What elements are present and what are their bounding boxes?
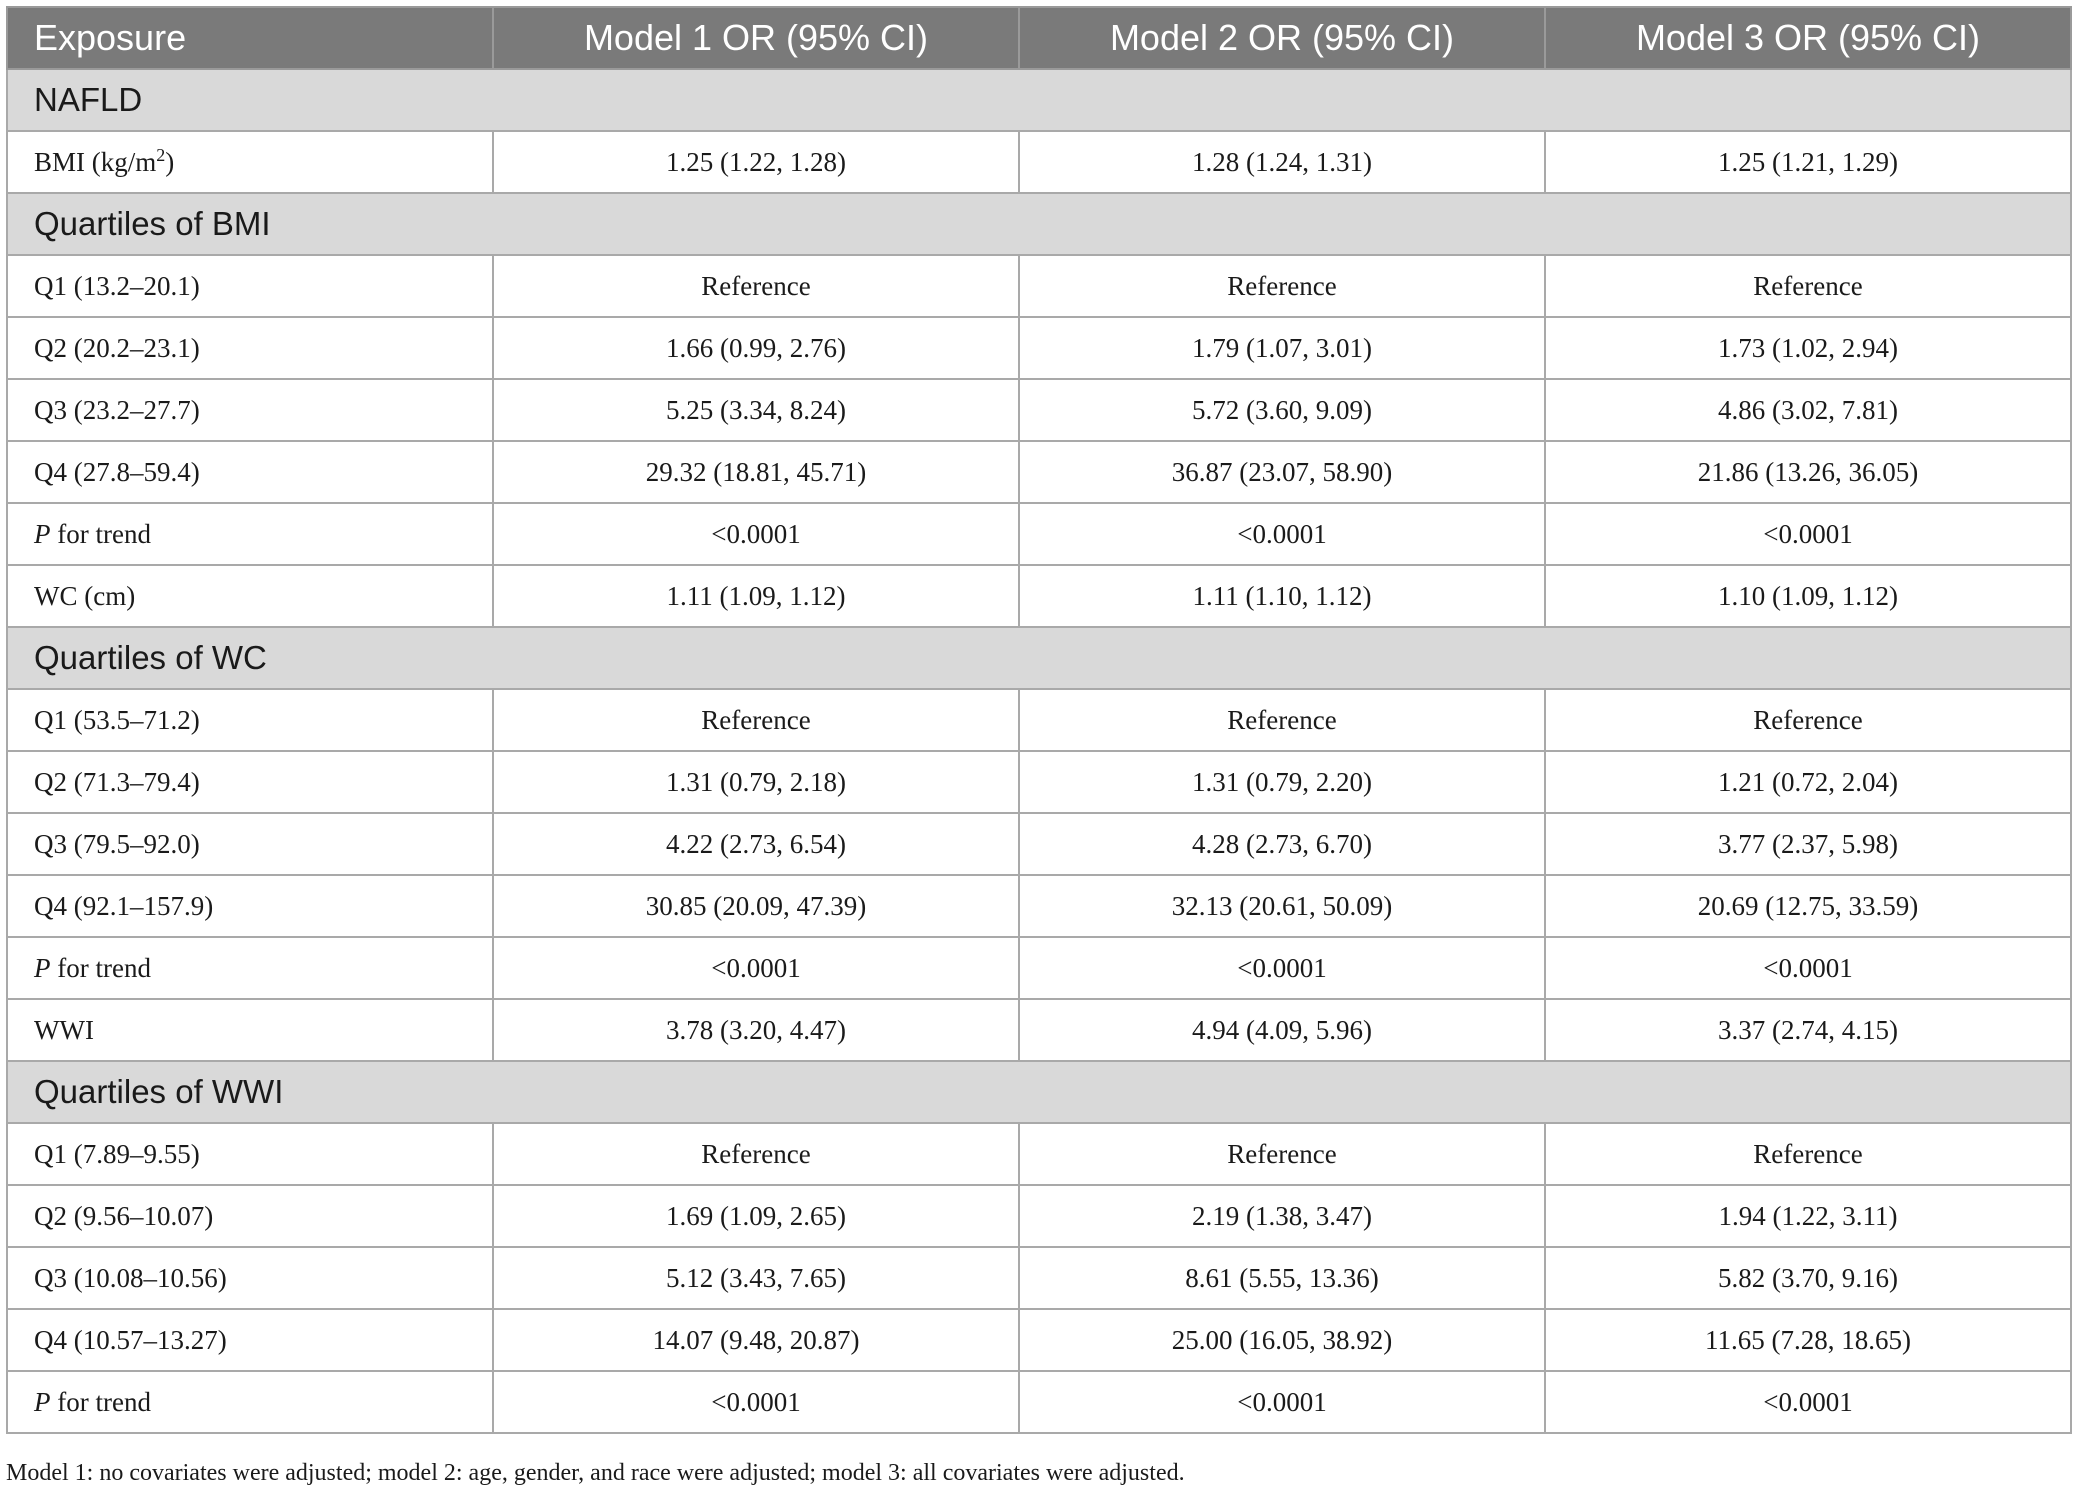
- row-label: [7, 565, 493, 627]
- table-row: [7, 255, 2071, 317]
- cell-model-3: 5.82 (3.70, 9.16): [1545, 1247, 2071, 1309]
- row-label-text: BMI (kg/m: [34, 146, 157, 177]
- cell-model-3: 1.73 (1.02, 2.94): [1545, 317, 2071, 379]
- cell-model-1: 30.85 (20.09, 47.39): [493, 875, 1019, 937]
- cell-model-2: 1.28 (1.24, 1.31): [1019, 131, 1545, 193]
- table-row: [7, 875, 2071, 937]
- row-label: [7, 441, 493, 503]
- cell-model-2: 1.31 (0.79, 2.20): [1019, 751, 1545, 813]
- row-label-text: Q3 (79.5–92.0): [34, 828, 200, 859]
- header-model-2: Model 2 OR (95% CI): [1019, 7, 1545, 69]
- section-label: Quartiles of WC: [7, 627, 2071, 689]
- cell-model-3: 1.21 (0.72, 2.04): [1545, 751, 2071, 813]
- section-label: Quartiles of BMI: [7, 193, 2071, 255]
- cell-model-2: 2.19 (1.38, 3.47): [1019, 1185, 1545, 1247]
- cell-model-2: 8.61 (5.55, 13.36): [1019, 1247, 1545, 1309]
- cell-model-3: 1.25 (1.21, 1.29): [1545, 131, 2071, 193]
- row-label-text: Q2 (71.3–79.4): [34, 766, 200, 797]
- row-label: [7, 813, 493, 875]
- cell-model-3: 1.94 (1.22, 3.11): [1545, 1185, 2071, 1247]
- cell-model-2: Reference: [1019, 1123, 1545, 1185]
- cell-model-3: 3.77 (2.37, 5.98): [1545, 813, 2071, 875]
- cell-model-2: 25.00 (16.05, 38.92): [1019, 1309, 1545, 1371]
- row-label: [7, 999, 493, 1061]
- cell-model-1: 3.78 (3.20, 4.47): [493, 999, 1019, 1061]
- row-label: [7, 317, 493, 379]
- table-row: [7, 441, 2071, 503]
- row-label-tail: ): [165, 146, 175, 177]
- row-label-italic: P: [34, 518, 51, 549]
- row-label-text: Q4 (10.57–13.27): [34, 1324, 227, 1355]
- header-model-1: Model 1 OR (95% CI): [493, 7, 1019, 69]
- cell-model-2: 1.11 (1.10, 1.12): [1019, 565, 1545, 627]
- table-row: [7, 317, 2071, 379]
- table-row: [7, 813, 2071, 875]
- section-row: [7, 1061, 2071, 1123]
- cell-model-1: 1.31 (0.79, 2.18): [493, 751, 1019, 813]
- row-label-text: Q1 (7.89–9.55): [34, 1138, 200, 1169]
- table-row: [7, 503, 2071, 565]
- cell-model-3: 4.86 (3.02, 7.81): [1545, 379, 2071, 441]
- row-label: [7, 131, 493, 193]
- row-label: [7, 1309, 493, 1371]
- row-label: [7, 1247, 493, 1309]
- row-label-text: Q1 (53.5–71.2): [34, 704, 200, 735]
- table-row: [7, 1185, 2071, 1247]
- header-exposure: Exposure: [7, 7, 493, 69]
- cell-model-2: <0.0001: [1019, 937, 1545, 999]
- row-label: [7, 379, 493, 441]
- cell-model-1: <0.0001: [493, 503, 1019, 565]
- cell-model-1: Reference: [493, 255, 1019, 317]
- row-label: [7, 689, 493, 751]
- row-label: [7, 875, 493, 937]
- cell-model-2: Reference: [1019, 255, 1545, 317]
- row-label-text: for trend: [50, 1386, 151, 1417]
- row-label-text: Q4 (92.1–157.9): [34, 890, 214, 921]
- odds-ratio-table: [6, 6, 2072, 1434]
- cell-model-3: Reference: [1545, 255, 2071, 317]
- row-label: [7, 751, 493, 813]
- table-row: [7, 1309, 2071, 1371]
- cell-model-1: 5.12 (3.43, 7.65): [493, 1247, 1019, 1309]
- table-row: [7, 565, 2071, 627]
- cell-model-3: 11.65 (7.28, 18.65): [1545, 1309, 2071, 1371]
- row-label: [7, 937, 493, 999]
- cell-model-1: 1.25 (1.22, 1.28): [493, 131, 1019, 193]
- cell-model-1: 1.66 (0.99, 2.76): [493, 317, 1019, 379]
- row-label-text: Q3 (10.08–10.56): [34, 1262, 227, 1293]
- cell-model-3: 20.69 (12.75, 33.59): [1545, 875, 2071, 937]
- row-label-text: for trend: [50, 952, 151, 983]
- row-label-text: WC (cm): [34, 580, 136, 611]
- header-row: [7, 7, 2071, 69]
- row-label: [7, 503, 493, 565]
- cell-model-2: 4.28 (2.73, 6.70): [1019, 813, 1545, 875]
- row-label: [7, 1185, 493, 1247]
- section-row: [7, 69, 2071, 131]
- row-label: [7, 1371, 493, 1433]
- table-row: [7, 937, 2071, 999]
- cell-model-3: 3.37 (2.74, 4.15): [1545, 999, 2071, 1061]
- row-label-text: Q4 (27.8–59.4): [34, 456, 200, 487]
- section-row: [7, 193, 2071, 255]
- row-label-italic: P: [34, 1386, 51, 1417]
- section-row: [7, 627, 2071, 689]
- table-row: [7, 131, 2071, 193]
- cell-model-3: Reference: [1545, 1123, 2071, 1185]
- row-label: [7, 255, 493, 317]
- cell-model-1: Reference: [493, 689, 1019, 751]
- cell-model-3: <0.0001: [1545, 1371, 2071, 1433]
- cell-model-1: Reference: [493, 1123, 1019, 1185]
- cell-model-2: 1.79 (1.07, 3.01): [1019, 317, 1545, 379]
- cell-model-1: <0.0001: [493, 1371, 1019, 1433]
- cell-model-1: 5.25 (3.34, 8.24): [493, 379, 1019, 441]
- row-label-text: WWI: [34, 1014, 94, 1045]
- section-label: NAFLD: [7, 69, 2071, 131]
- row-label-italic: P: [34, 952, 51, 983]
- cell-model-2: 36.87 (23.07, 58.90): [1019, 441, 1545, 503]
- header-model-3: Model 3 OR (95% CI): [1545, 7, 2071, 69]
- cell-model-3: 21.86 (13.26, 36.05): [1545, 441, 2071, 503]
- cell-model-1: <0.0001: [493, 937, 1019, 999]
- cell-model-1: 14.07 (9.48, 20.87): [493, 1309, 1019, 1371]
- table-row: [7, 999, 2071, 1061]
- cell-model-1: 4.22 (2.73, 6.54): [493, 813, 1019, 875]
- cell-model-2: <0.0001: [1019, 503, 1545, 565]
- table-row: [7, 689, 2071, 751]
- cell-model-2: <0.0001: [1019, 1371, 1545, 1433]
- table-row: [7, 1247, 2071, 1309]
- cell-model-2: 32.13 (20.61, 50.09): [1019, 875, 1545, 937]
- cell-model-3: <0.0001: [1545, 503, 2071, 565]
- cell-model-2: 4.94 (4.09, 5.96): [1019, 999, 1545, 1061]
- cell-model-1: 1.11 (1.09, 1.12): [493, 565, 1019, 627]
- table-row: [7, 1123, 2071, 1185]
- cell-model-3: <0.0001: [1545, 937, 2071, 999]
- table-header: [7, 7, 2071, 69]
- row-label-text: Q1 (13.2–20.1): [34, 270, 200, 301]
- cell-model-3: Reference: [1545, 689, 2071, 751]
- cell-model-1: 1.69 (1.09, 2.65): [493, 1185, 1019, 1247]
- section-label: Quartiles of WWI: [7, 1061, 2071, 1123]
- cell-model-2: 5.72 (3.60, 9.09): [1019, 379, 1545, 441]
- row-label-text: Q3 (23.2–27.7): [34, 394, 200, 425]
- row-label-text: Q2 (9.56–10.07): [34, 1200, 214, 1231]
- table-body: [7, 69, 2071, 1433]
- cell-model-3: 1.10 (1.09, 1.12): [1545, 565, 2071, 627]
- row-label-text: Q2 (20.2–23.1): [34, 332, 200, 363]
- cell-model-2: Reference: [1019, 689, 1545, 751]
- row-label: [7, 1123, 493, 1185]
- row-label-superscript: 2: [156, 144, 166, 165]
- cell-model-1: 29.32 (18.81, 45.71): [493, 441, 1019, 503]
- results-table-container: [6, 6, 2070, 1434]
- table-row: [7, 379, 2071, 441]
- row-label-text: for trend: [50, 518, 151, 549]
- table-footnote: Model 1: no covariates were adjusted; model 2: age, gender, and race were adjusted; model 3: all covariates were adjusted.: [6, 1460, 1185, 1486]
- table-row: [7, 751, 2071, 813]
- table-row: [7, 1371, 2071, 1433]
